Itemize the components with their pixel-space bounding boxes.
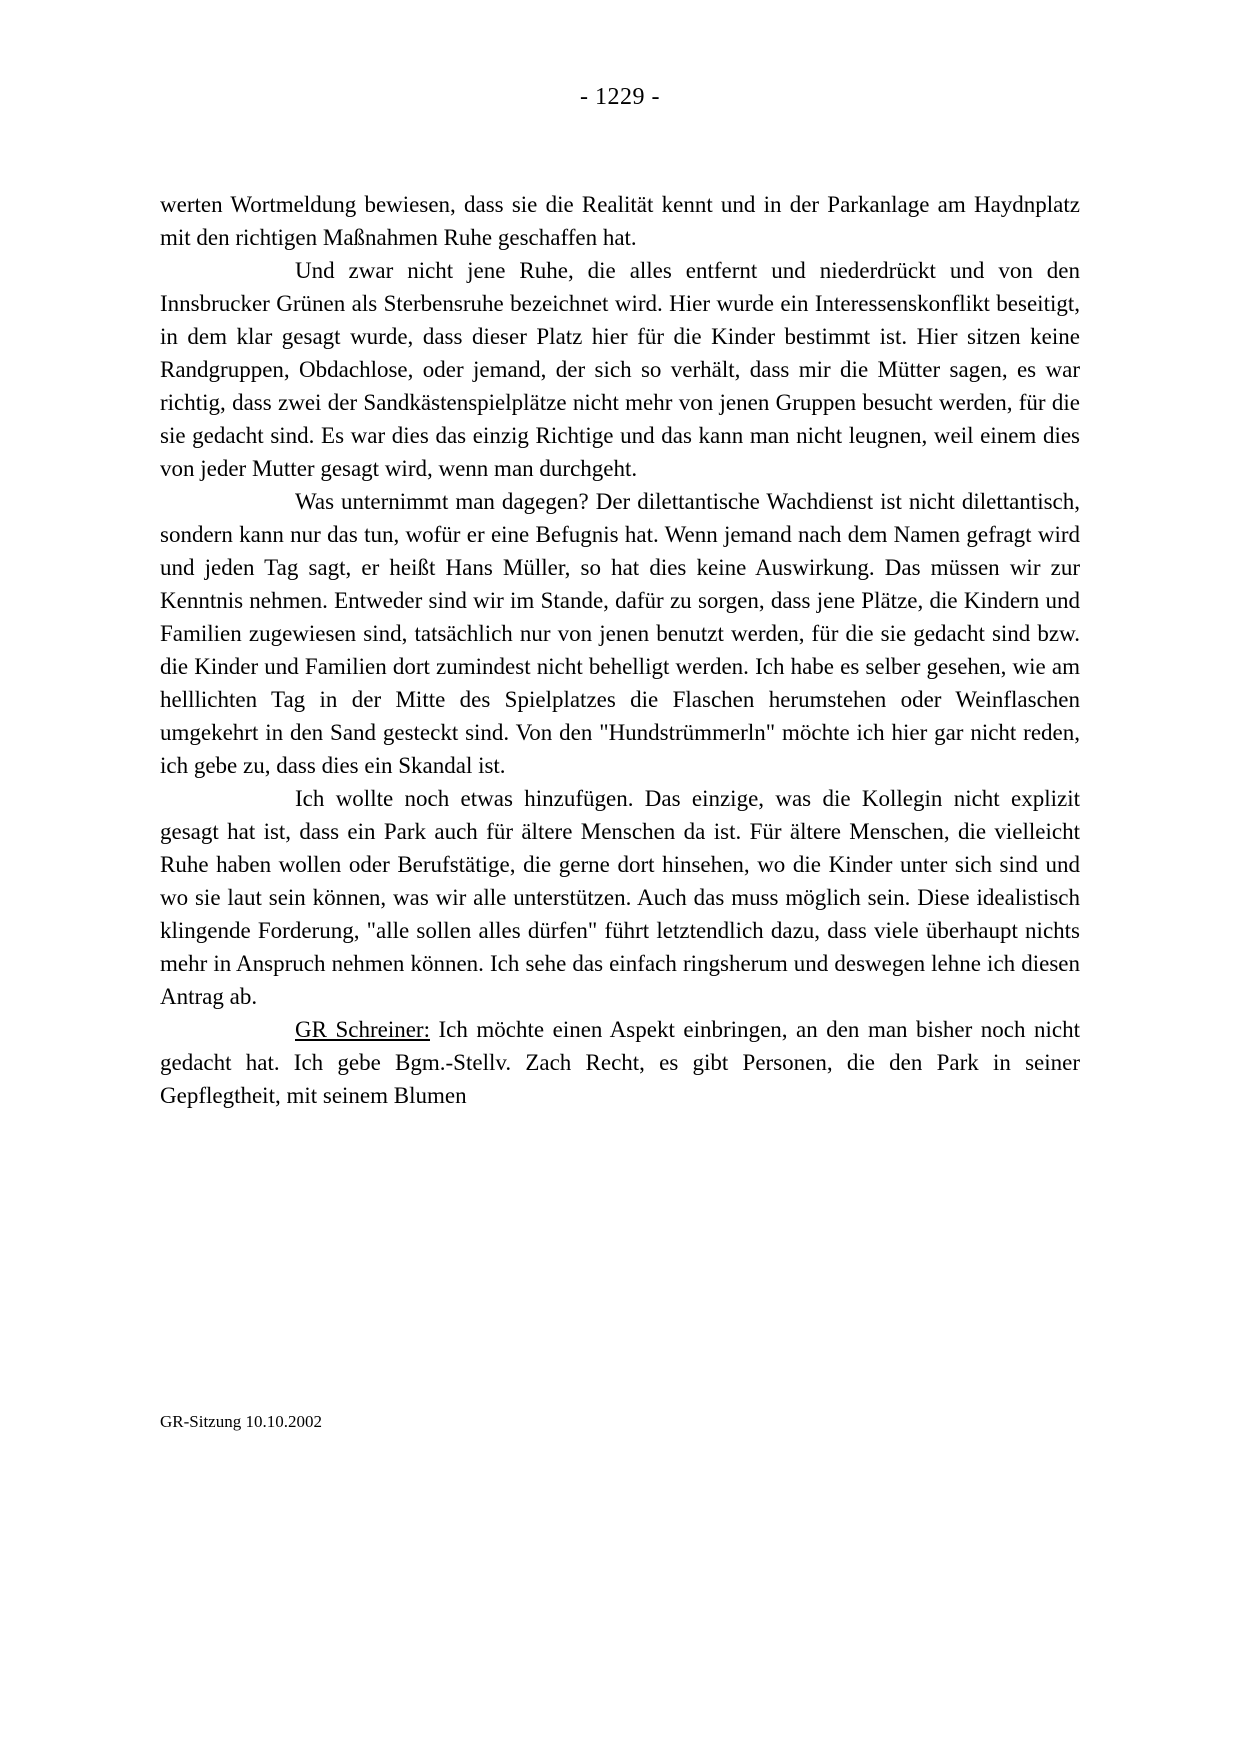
page-footer: GR-Sitzung 10.10.2002 (160, 1412, 322, 1431)
body-text (160, 188, 1080, 1112)
page-number: - 1229 - (580, 84, 660, 110)
paragraph: Ich wollte noch etwas hinzufügen. Das einzige, was die Kollegin nicht explizit gesagt hat ist, dass ein Park auch für ältere Menschen da ist. Für ältere Menschen, die vielleicht Ruhe haben wollen oder Berufstätige, die gerne dort hinsehen, wo die Kinder unter sich sind und wo sie laut sein können, was wir alle unterstützen. Auch das muss möglich sein. Diese idealistisch klingende Forderung, "alle sollen alles dürfen" führt letztendlich dazu, dass viele überhaupt nichts mehr in Anspruch nehmen können. Ich sehe das einfach ringsherum und deswegen lehne ich diesen Antrag ab. (160, 786, 1080, 1009)
paragraph: Und zwar nicht jene Ruhe, die alles entfernt und niederdrückt und von den Innsbrucker Grünen als Sterbensruhe bezeichnet wird. Hier wurde ein Interessenskonflikt beseitigt, in dem klar gesagt wurde, dass dieser Platz hier für die Kinder bestimmt ist. Hier sitzen keine Randgruppen, Obdachlose, oder jemand, der sich so verhält, dass mir die Mütter sagen, es war richtig, dass zwei der Sandkästenspielplätze nicht mehr von jenen Gruppen besucht werden, für die sie gedacht sind. Es war dies das einzig Richtige und das kann man nicht leugnen, weil einem dies von jeder Mutter gesagt wird, wenn man durchgeht. (160, 258, 1080, 481)
paragraph (160, 1013, 1080, 1112)
paragraph: werten Wortmeldung bewiesen, dass sie die Realität kennt und in der Parkanlage am Haydnplatz mit den richtigen Maßnahmen Ruhe geschaffen hat. (160, 192, 1080, 250)
paragraph: Was unternimmt man dagegen? Der dilettantische Wachdienst ist nicht dilettantisch, sondern kann nur das tun, wofür er eine Befugnis hat. Wenn jemand nach dem Namen gefragt wird und jeden Tag sagt, er heißt Hans Müller, so hat dies keine Auswirkung. Das müssen wir zur Kenntnis nehmen. Entweder sind wir im Stande, dafür zu sorgen, dass jene Plätze, die Kindern und Familien zugewiesen sind, tatsächlich nur von jenen benutzt werden, für die sie gedacht sind bzw. die Kinder und Familien dort zumindest nicht behelligt werden. Ich habe es selber gesehen, wie am helllichten Tag in der Mitte des Spielplatzes die Flaschen herumstehen oder Weinflaschen umgekehrt in den Sand gesteckt sind. Von den "Hundstrümmerln" möchte ich hier gar nicht reden, ich gebe zu, dass dies ein Skandal ist. (160, 489, 1080, 778)
speaker-name: GR Schreiner: (295, 1017, 430, 1042)
paragraph-text: Ich möchte einen Aspekt einbringen, an den man bisher noch nicht gedacht hat. Ich gebe Bgm.-Stellv. Zach Recht, es gibt Personen, die den Park in seiner Gepflegtheit, mit seinem Blumen (160, 1017, 1081, 1108)
